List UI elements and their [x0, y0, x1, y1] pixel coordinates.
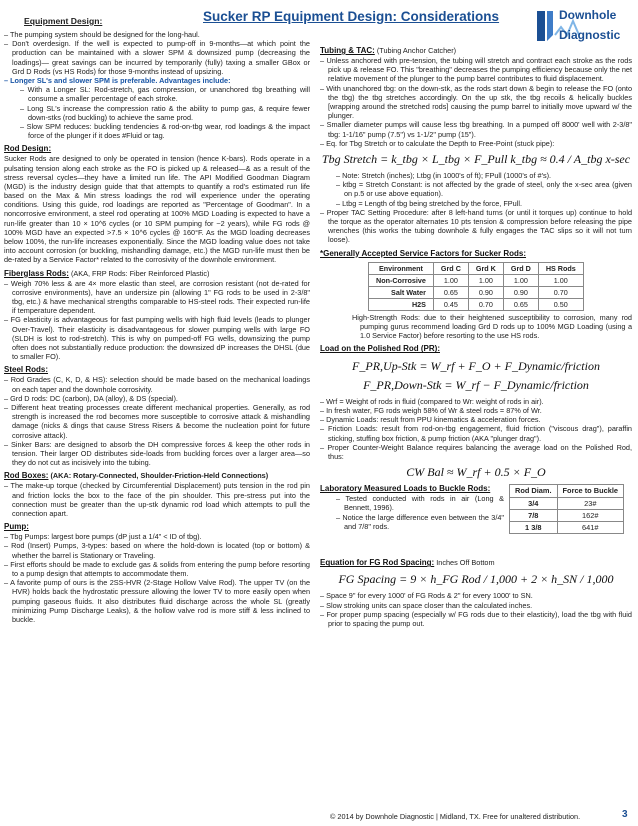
list-item: – The pumping system should be designed for the long-haul. — [4, 30, 200, 39]
list-item: – First efforts should be made to exclude gas & solids from entering the pump before resorting to a pump design that attempts to accommodate them. — [4, 559, 310, 578]
left-column — [4, 30, 310, 624]
downstroke-load-equation: F_PR,Down-Stk = W_rf − F_Dynamic/friction — [363, 377, 589, 392]
downhole-diagnostic-logo — [533, 5, 631, 47]
table-cell: 1 3/8 — [510, 522, 558, 534]
list-item: – A favorite pump of ours is the 2SS-HVR (2-Stage Hollow Valve Rod). The upper TV (on the HVR) holds back the hydrostatic pressure allowing the lower TV to more easily open when pumping gaseous fluids. It also distributes fluid discharge across the whole SL (greatly minimizing Pump Discharge Leaks), & the hollow valve rod is more stiff & less inclined to buckle. — [4, 578, 310, 624]
column-header: HS Rods — [538, 262, 583, 274]
table-cell: 0.65 — [433, 286, 468, 298]
table-cell: 0.90 — [468, 286, 503, 298]
column-header: Environment — [369, 262, 434, 274]
list-item: – Proper TAC Setting Procedure: after 8 left-hand turns (or until it torques up) continue to hold the torque as the operator alternates 10 pts tension & compression before releasing the pipe wrenches (this works the tubing downhole & fully engages the TAC slips so it will not turn loose). — [320, 207, 632, 245]
table-cell: H2S — [369, 298, 434, 310]
list-item: – Unless anchored with pre-tension, the tubing will stretch and contract each stroke as the rods pick up & release FO. This "breathing" decreases the pumping efficiency because only the net relative movement of the plunger to the pump barrel contributes to fluid displacement. — [320, 56, 632, 84]
table-cell: 1.00 — [503, 274, 538, 286]
list-item: – Eq. for Tbg Stretch or to calculate the Depth to Free-Point (stuck pipe): — [320, 138, 555, 148]
tubing-tac-section — [320, 46, 632, 245]
right-column — [320, 46, 632, 628]
paragraph: Sucker Rods are designed to only be operated in tension (hence K-bars). Rods operate in a pulsating tension along each stroke as the FO is picked up & released—& as a result of the stress reversal cycles—they have a limited run life. The API Modified Goodman Diagram (MGD) is the industry design guide that that attempts to quantify a rod's estimated run life based on the Max & Min stress loadings the rod will experience under the operating conditions. Using this guide, rod loadings are reported as "Percentage of Goodman". In a noncorrosive environment, a steel rod operating at 100% MGD Loading is expected to have a run-life greater than 10 × 10^6 cycles (or 10 SPM pumping for ~2 years), while FG rods @ 100% MGD have an expected >7.5 × 10^6 cycles @ 160°F. As the MGD loading decreases below 100%, the run-life increases exponentially. Since the MGD loading value does not take into account corrosion (or buckling, mishandling damage, etc.) the MGD run-life must then be de-rated by a Service Factor* related to the corrosivity of the downhole environment. — [4, 154, 310, 265]
list-item: – Note: Stretch (inches); Ltbg (in 1000's of ft); FPull (1000's of #'s). — [336, 171, 552, 181]
table-row — [369, 274, 584, 286]
section-subheading: (Tubing Anchor Catcher) — [376, 46, 457, 55]
logo-line-2: Diagnostic — [559, 28, 621, 42]
footer-copyright: © 2014 by Downhole Diagnostic | Midland, TX. Free for unaltered distribution. — [330, 812, 581, 821]
column-header: Rod Diam. — [510, 485, 558, 497]
section-subheading: (AKA: Rotary-Connected, Shoulder-Friction-Held Connections) — [50, 471, 269, 481]
table-cell: 1.00 — [468, 274, 503, 286]
section-subheading: Inches Off Bottom — [436, 558, 495, 568]
list-item: – Longer SL's and slower SPM is preferable. Advantages include: — [4, 75, 231, 85]
fiberglass-rods-section — [4, 269, 310, 362]
pump-section — [4, 522, 310, 624]
table-row — [510, 522, 624, 534]
table-cell: 7/8 — [510, 509, 558, 521]
column-header: Grd C — [433, 262, 468, 274]
list-item: – With a Longer SL: Rod-stretch, gas compression, or unanchored tbg breathing will consume a smaller percentage of each stroke. — [20, 85, 310, 104]
section-heading: Equation for FG Rod Spacing: — [320, 558, 435, 568]
column-header: Grd K — [468, 262, 503, 274]
section-heading: Rod Boxes: — [4, 471, 49, 481]
list-item: – FG elasticity is advantageous for fast pumping wells with high fluid levels (leads to plunger Over-Travel). Their elasticity is disadvantageous for slower pumping wells with large FO (SLDH is lost to rod-stretch). This is why on pumped-off FG wells, downsizing the pump often does not substantially reduce production: the downsized dP increases the DHSL (due to smaller FO). — [4, 315, 310, 362]
list-item: – Don't overdesign. If the well is expected to pump-off in 9-months—at which point the production can be maintained with a slower SPM & downsized pump (decreasing the loadings)— great savings can be incurred by temporarily (fully) taxing a smaller GBox or Grd D Rods (vs HS Rods) for those 9-months instead of upsizing. — [4, 39, 310, 76]
service-factors-section — [320, 249, 632, 341]
list-item: – Grd D rods: DC (carbon), DA (alloy), & DS (special). — [4, 393, 178, 403]
table-cell: 162# — [557, 509, 623, 521]
list-item: – ktbg = Stretch Constant: is not affected by the grade of steel, only the x-sec area (given on p.5 or use above equation). — [336, 180, 632, 199]
list-item: – Slow stroking units can space closer than the calculated inches. — [320, 600, 533, 610]
section-heading: Load on the Polished Rod (PR): — [320, 344, 440, 354]
list-item: – With unanchored tbg: on the down-stk, as the rods start down & begin to release the FO (onto the tbg) the tbg stretches accordingly. On the up stk, the tbg recoils & helically buckles [wrapping around the stretched rods] causing the pump barrel to initially move upward w/ the plunger. — [320, 83, 632, 121]
section-heading: Pump: — [4, 522, 29, 532]
list-item: – The make-up torque (checked by Circumferential Displacement) puts tension in the rod pin and friction locks the box to the face of the pin shoulder. This pre-stress put into the connection must be greater than the up-stk dynamic rod load which attempts to pull the connection apart. — [4, 481, 310, 518]
section-heading: Tubing & TAC: — [320, 46, 375, 55]
list-item: – Friction Loads: result from rod-on-tbg engagement, fluid friction ("viscous drag"), paraffin sticking, stuffing box friction, & pump friction (AKA "plunger drag"). — [320, 424, 632, 443]
tbg-stretch-equation: Tbg Stretch = k_tbg × L_tbg × F_Pull k_tbg ≈ 0.4 / A_tbg x-sec — [321, 151, 631, 166]
table-header-row — [369, 262, 584, 274]
list-item: – Ltbg = Length of tbg being stretched by the force, FPull. — [336, 198, 522, 208]
list-item: – Wrf = Weight of rods in fluid (compared to Wr: weight of rods in air). — [320, 396, 544, 406]
table-cell: Non-Corrosive — [369, 274, 434, 286]
logo-line-1: Downhole — [559, 8, 617, 22]
page-title: Sucker RP Equipment Design: Considerations — [203, 9, 500, 24]
fg-spacing-equation: FG Spacing = 9 × h_FG Rod / 1,000 + 2 × h_SN / 1,000 — [338, 572, 614, 587]
list-item: – Different heat treating processes create different mechanical properties. Generally, as rod strength is increased the rod becomes more susceptible to corrosive attack & mishandling damage (nicks & dings that cause Stress Risers & become the nucleation point for future corrosive attack). — [4, 402, 310, 440]
fg-rod-spacing-section — [320, 558, 632, 628]
table-cell: 0.65 — [503, 298, 538, 310]
table-cell: 0.50 — [538, 298, 583, 310]
list-item: – Tested conducted with rods in air (Long & Bennett, 1996). — [336, 494, 504, 513]
list-item: – Long SL's increase the compression ratio & the ability to pump gas, & require fewer down-stks (rod buckling) to achieve the same prod. — [20, 103, 310, 122]
upstroke-load-equation: F_PR,Up-Stk = W_rf + F_O + F_Dynamic/friction — [352, 358, 600, 373]
list-item: – Sinker Bars: are designed to absorb the DH compressive forces & keep the other rods in tension. Their larger OD distributes side-loads from buckling forces over a larger area—so they do not cut as incisively into the tubing. — [4, 439, 310, 468]
table-cell: 0.45 — [433, 298, 468, 310]
column-header: Force to Buckle — [557, 485, 623, 497]
list-item: – Smaller diameter pumps will cause less tbg breathing. In a pumped off 8000' well with 2-3/8" tbg: 1-1/16" pump (7.5") vs 1-1/2" pump (15"). — [320, 120, 632, 139]
list-item: – Proper Counter-Weight Balance requires balancing the average load on the Polished Rod, thus: — [320, 442, 632, 461]
section-heading: Rod Design: — [4, 144, 52, 154]
column-header: Grd D — [503, 262, 538, 274]
polished-rod-load-section — [320, 344, 632, 480]
list-item: – Weigh 70% less & are 4× more elastic than steel, are corrosion resistant (not de-rated for corrosive environments), have an undersize pin (allowing 1" FG rods to be used in 2-3/8" tbg, etc.) & have mechanical strengths comparable to HS-steel rods. Their expected run-life if temperature dependent. — [4, 278, 310, 316]
table-cell: 0.70 — [538, 286, 583, 298]
rod-design-section — [4, 144, 310, 264]
table-row — [510, 509, 624, 521]
list-item: – Slow SPM reduces: buckling tendencies & rod-on-tbg wear, rod loadings & the impact force of the plunger if it does #Fluid or tag. — [20, 121, 310, 141]
list-item: – Rod (Insert) Pumps, 3-types: based on where the hold-down is located (top or bottom) & whether the barrel is Stationary or Traveling. — [4, 541, 310, 560]
buckle-loads-table — [509, 484, 624, 534]
section-heading: Laboratory Measured Loads to Buckle Rods: — [320, 484, 491, 494]
table-row — [510, 497, 624, 509]
list-item: High-Strength Rods: due to their heightened susceptibility to corrosion, many rod pumping gurus recommend loading Grd D rods up to 100% MGD Loading (using a 1.0 Service Factor) before resorting to the use HS rods. — [352, 312, 632, 341]
steel-rods-section — [4, 365, 310, 467]
equipment-design-list — [4, 30, 310, 140]
list-item: – Tbg Pumps: largest bore pumps (dP just a 1/4" < ID of tbg). — [4, 532, 202, 542]
table-cell: 3/4 — [510, 497, 558, 509]
list-item: – Rod Grades (C, K, D, & HS): selection should be made based on the mechanical loadings on each taper and the downhole corrosivity. — [4, 375, 310, 394]
table-cell: Salt Water — [369, 286, 434, 298]
table-cell: 0.70 — [468, 298, 503, 310]
table-row — [369, 286, 584, 298]
section-heading: Fiberglass Rods: — [4, 268, 69, 278]
counterweight-balance-equation: CW Bal ≈ W_rf + 0.5 × F_O — [406, 465, 546, 480]
table-cell: 1.00 — [538, 274, 583, 286]
table-cell: 0.90 — [503, 286, 538, 298]
table-header-row — [510, 485, 624, 497]
rod-boxes-section — [4, 471, 310, 518]
service-factors-table — [368, 262, 584, 311]
table-cell: 1.00 — [433, 274, 468, 286]
buckle-loads-section — [320, 484, 632, 554]
list-item: – Notice the large difference even between the 3/4" and 7/8" rods. — [336, 512, 504, 531]
section-heading: *Generally Accepted Service Factors for Sucker Rods: — [320, 248, 527, 258]
table-cell: 641# — [557, 522, 623, 534]
equipment-design-heading: Equipment Design: — [24, 16, 103, 26]
list-item: – Dynamic Loads: result from PPU kinematics & acceleration forces. — [320, 415, 541, 425]
list-item: – In fresh water, FG rods weigh 58% of Wr & steel rods = 87% of Wr. — [320, 405, 542, 415]
section-subheading: (AKA, FRP Rods: Fiber Reinforced Plastic) — [70, 268, 210, 278]
list-item: – Space 9" for every 1000' of FG Rods & 2" for every 1000' to SN. — [320, 591, 533, 601]
page-number: 3 — [622, 809, 628, 820]
table-cell: 23# — [557, 497, 623, 509]
list-item: – For proper pump spacing (especially w/ FG rods due to their elasticity), load the tbg with fluid prior to spacing the pump out. — [320, 609, 632, 628]
table-row — [369, 298, 584, 310]
section-heading: Steel Rods: — [4, 365, 49, 375]
